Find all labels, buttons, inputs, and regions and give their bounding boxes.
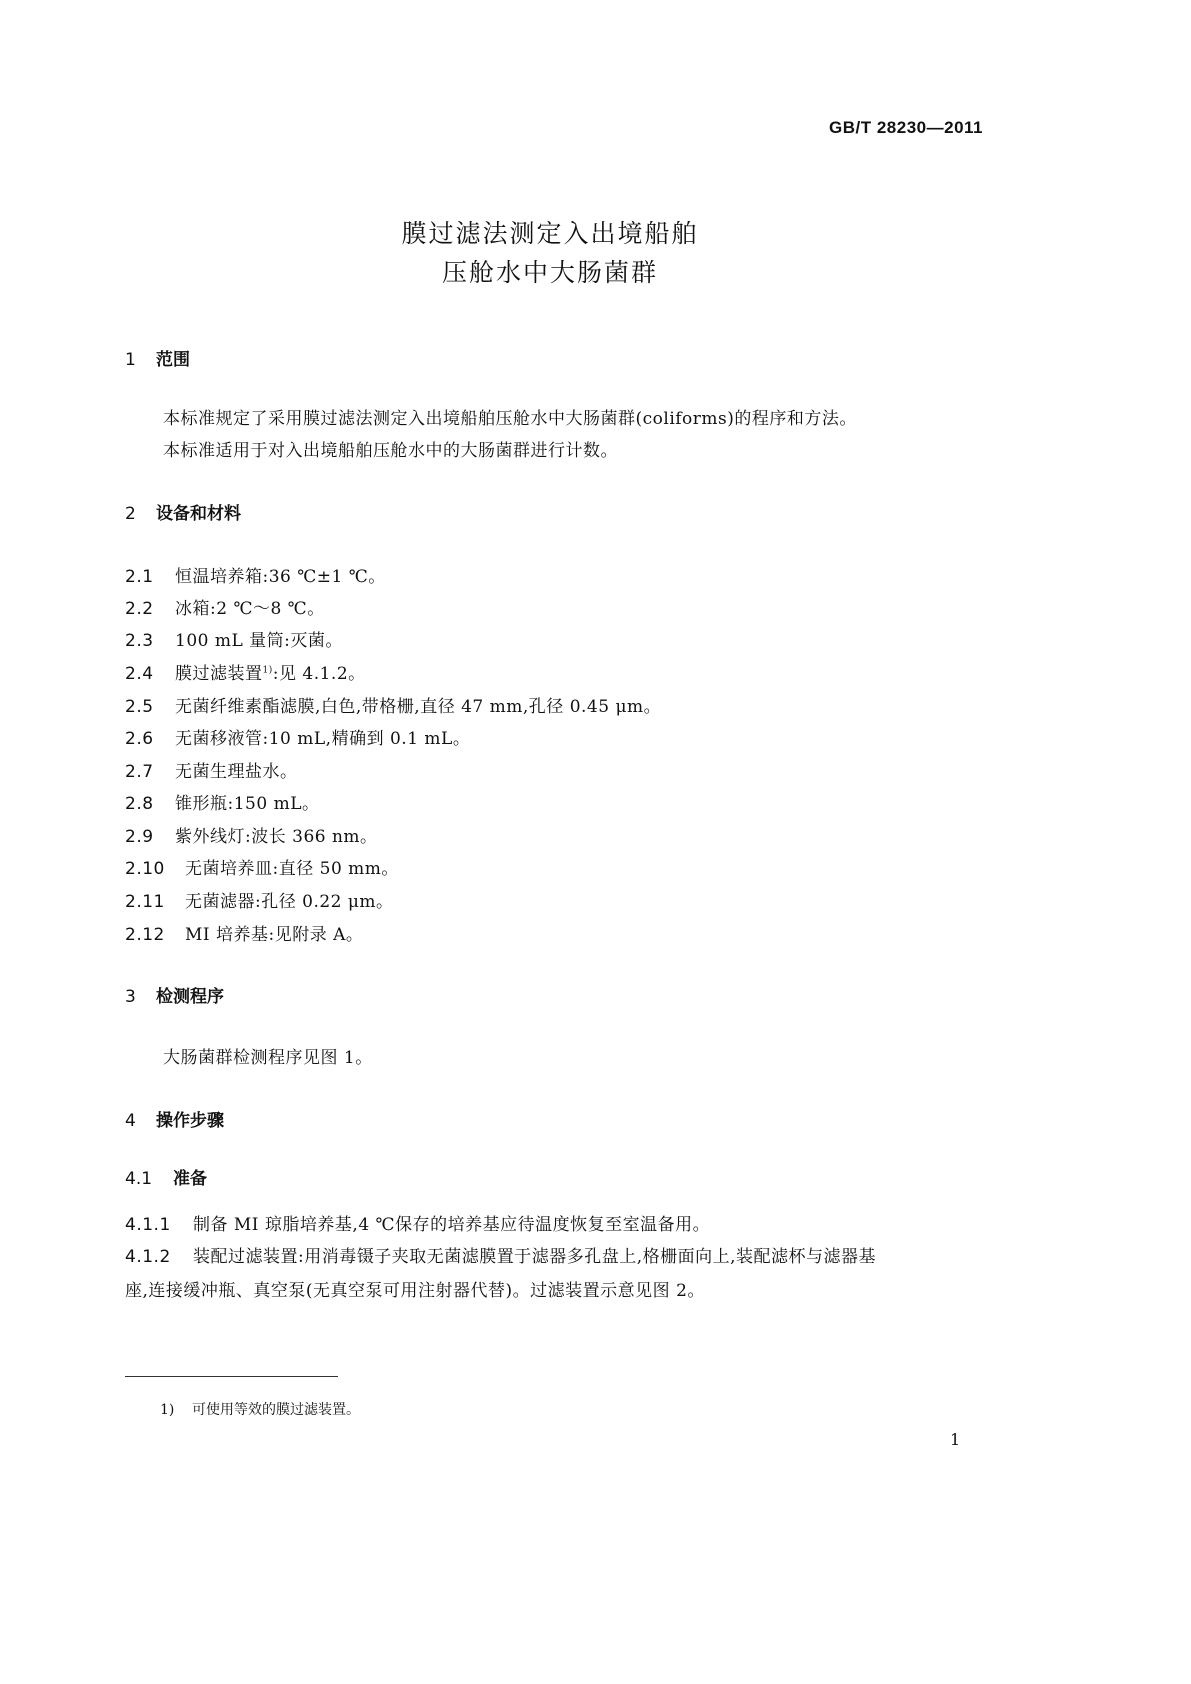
section-number: 4.1 <box>125 1169 153 1189</box>
standard-number: GB/T 28230—2011 <box>829 118 983 137</box>
paragraph: 大肠菌群检测程序见图 1。 <box>163 1048 373 1068</box>
list-item <box>125 822 378 847</box>
item-number: 2.11 <box>125 892 165 912</box>
item-text: 恒温培养箱:36 ℃±1 ℃。 <box>175 567 386 587</box>
section-number: 1 <box>125 350 136 370</box>
item-text: :见 4.1.2。 <box>272 664 366 684</box>
item-number: 2.5 <box>125 697 154 717</box>
item-number: 2.8 <box>125 794 154 814</box>
item-text: 无菌培养皿:直径 50 mm。 <box>185 859 399 879</box>
item-text: 100 mL 量筒:灭菌。 <box>175 631 343 651</box>
item-text: 紫外线灯:波长 366 nm。 <box>175 827 378 847</box>
list-item <box>125 626 343 651</box>
footnote-divider <box>125 1376 338 1377</box>
section-title: 准备 <box>173 1169 207 1189</box>
title-line-2: 压舱水中大肠菌群 <box>441 258 658 287</box>
section-title: 检测程序 <box>156 987 224 1007</box>
item-number: 2.3 <box>125 631 154 651</box>
section-title: 设备和材料 <box>156 504 241 524</box>
item-number: 2.2 <box>125 599 154 619</box>
list-item <box>125 692 661 717</box>
paragraph: 本标准适用于对入出境船舶压舱水中的大肠菌群进行计数。 <box>163 441 618 461</box>
list-item <box>125 789 320 814</box>
item-number: 2.4 <box>125 664 154 684</box>
section-3-heading <box>125 982 224 1007</box>
item-text: 无菌生理盐水。 <box>175 762 298 782</box>
item-number: 2.7 <box>125 762 154 782</box>
footnote-number: 1) <box>160 1402 175 1418</box>
title-line-1: 膜过滤法测定入出境船舶 <box>401 219 699 248</box>
item-text: 膜过滤装置 <box>175 664 263 684</box>
item-number: 2.10 <box>125 859 165 879</box>
item-number: 2.6 <box>125 729 154 749</box>
section-title: 操作步骤 <box>156 1111 224 1131</box>
item-number: 2.12 <box>125 925 165 945</box>
footnote-ref[interactable]: 1) <box>262 665 273 676</box>
section-number: 3 <box>125 987 136 1007</box>
item-number: 2.9 <box>125 827 154 847</box>
item-text: 锥形瓶:150 mL。 <box>175 794 320 814</box>
list-item <box>125 887 394 912</box>
list-item <box>125 854 399 879</box>
item-text: 无菌纤维素酯滤膜,白色,带格栅,直径 47 mm,孔径 0.45 μm。 <box>175 697 662 717</box>
list-item <box>125 659 366 684</box>
section-1-heading <box>125 345 190 370</box>
item-number: 2.1 <box>125 567 154 587</box>
list-item <box>125 562 386 587</box>
list-item <box>125 920 363 945</box>
footnote-text: 可使用等效的膜过滤装置。 <box>192 1402 360 1418</box>
item-text: MI 培养基:见附录 A。 <box>185 925 364 945</box>
clause-4-1-2 <box>125 1242 876 1267</box>
clause-text: 装配过滤装置:用消毒镊子夹取无菌滤膜置于滤器多孔盘上,格栅面向上,装配滤杯与滤器基 <box>193 1247 877 1267</box>
section-title: 范围 <box>156 350 190 370</box>
subsection-4-1-heading <box>125 1164 207 1189</box>
list-item <box>125 724 470 749</box>
item-text: 冰箱:2 ℃～8 ℃。 <box>175 599 325 619</box>
item-text: 无菌移液管:10 mL,精确到 0.1 mL。 <box>175 729 471 749</box>
clause-text: 制备 MI 琼脂培养基,4 ℃保存的培养基应待温度恢复至室温备用。 <box>193 1215 711 1235</box>
section-2-heading <box>125 499 241 524</box>
clause-continuation: 座,连接缓冲瓶、真空泵(无真空泵可用注射器代替)。过滤装置示意见图 2。 <box>125 1281 705 1301</box>
list-item <box>125 594 325 619</box>
section-number: 4 <box>125 1111 136 1131</box>
footnote <box>160 1399 360 1419</box>
page-number: 1 <box>950 1430 961 1449</box>
section-number: 2 <box>125 504 136 524</box>
clause-number: 4.1.2 <box>125 1247 171 1267</box>
clause-number: 4.1.1 <box>125 1215 171 1235</box>
clause-4-1-1 <box>125 1210 710 1235</box>
item-text: 无菌滤器:孔径 0.22 μm。 <box>185 892 394 912</box>
paragraph: 本标准规定了采用膜过滤法测定入出境船舶压舱水中大肠菌群(coliforms)的程序和方法。 <box>163 409 857 429</box>
list-item <box>125 757 298 782</box>
section-4-heading <box>125 1106 224 1131</box>
